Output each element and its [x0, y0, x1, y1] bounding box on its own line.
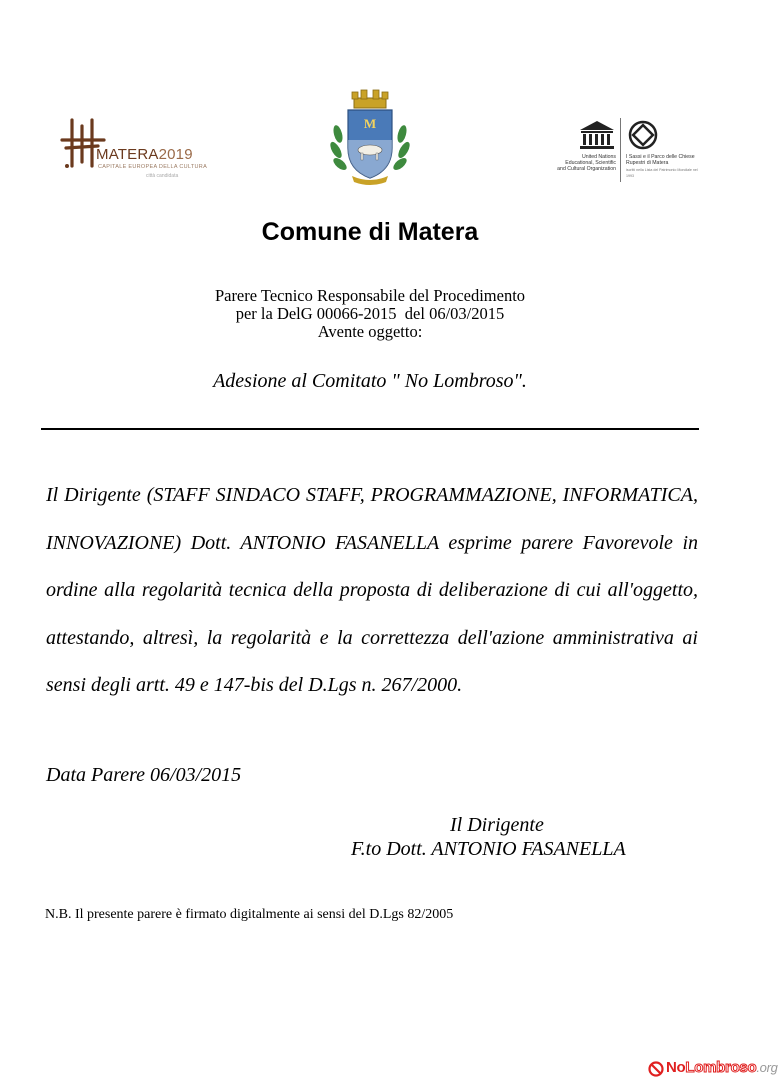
- parere-line-3: Avente oggetto:: [317, 322, 423, 341]
- org-title: Comune di Matera: [261, 218, 479, 246]
- watermark-text: NoLombroso.org: [666, 1059, 778, 1076]
- signer-name: F.to Dott. ANTONIO FASANELLA: [351, 838, 626, 860]
- svg-text:M: M: [363, 116, 377, 131]
- world-heritage-icon: [628, 120, 658, 150]
- parere-line-2: per la DelG 00066-2015 del 06/03/2015: [235, 304, 505, 323]
- horizontal-rule: [41, 428, 699, 430]
- footnote: N.B. Il presente parere è firmato digitalmente ai sensi del D.Lgs 82/2005: [45, 907, 454, 922]
- logo-separator: [620, 118, 621, 182]
- parere-line-1: Parere Tecnico Responsabile del Procedimento: [214, 286, 526, 305]
- signer-title: Il Dirigente: [450, 814, 544, 836]
- body-paragraph: Il Dirigente (STAFF SINDACO STAFF, PROGRAMMAZIONE, INFORMATICA, INNOVAZIONE) Dott. ANTONIO FASANELLA esprime parere Favorevole in ordine alla regolarità tecnica della proposta di deliberazione di cui all'oggetto, attestando, altresì, la regolarità e la correttezza dell'azione amministrativa ai sensi degli artt. 49 e 147-bis del D.Lgs n. 267/2000.: [46, 484, 698, 697]
- matera-2019-logo: [58, 116, 208, 184]
- parere-heading: [0, 287, 740, 341]
- world-heritage-caption: I Sassi e il Parco delle Chiese Rupestri di Matera iscritti nella Lista del Patrimonio Mondiale nel 1993: [626, 154, 698, 178]
- subject-line: Adesione al Comitato " No Lombroso".: [213, 370, 527, 392]
- matera-brand-text: MATERA2019: [96, 146, 193, 163]
- matera-tagline: CAPITALE EUROPEA DELLA CULTURA: [98, 164, 208, 170]
- nolombroso-watermark: [648, 1058, 778, 1080]
- unesco-caption: United Nations Educational, Scientific and Cultural Organization: [557, 154, 616, 172]
- no-sign-icon: [648, 1061, 664, 1077]
- matera-tagline-candidate: città candidata: [146, 173, 179, 179]
- unesco-temple-icon: [578, 120, 616, 150]
- municipal-crest-icon: [330, 84, 410, 186]
- data-parere: Data Parere 06/03/2015: [46, 764, 242, 786]
- unesco-logo: [556, 118, 706, 182]
